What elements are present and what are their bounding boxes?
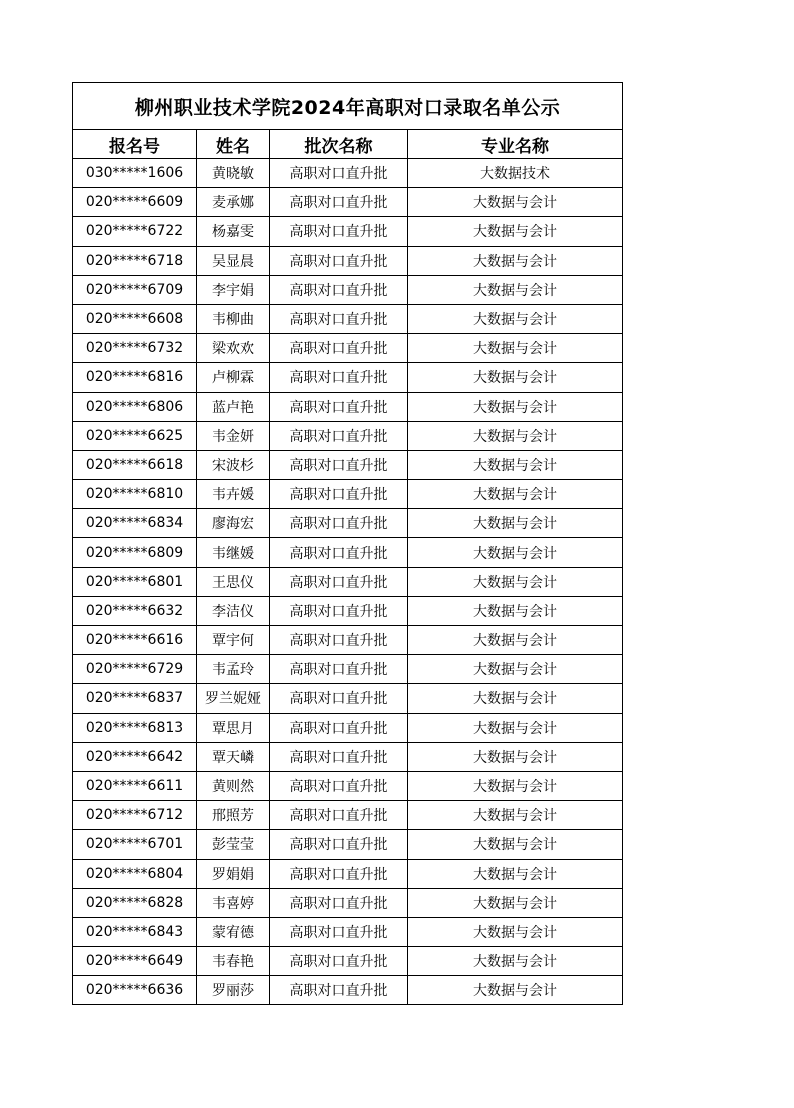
- batch-name-cell: 高职对口直升批: [270, 304, 408, 333]
- student-name-cell: 李洁仪: [197, 596, 270, 625]
- student-name-cell: 罗兰妮娅: [197, 684, 270, 713]
- table-row: [73, 947, 623, 976]
- batch-name-cell: 高职对口直升批: [270, 363, 408, 392]
- table-row: [73, 246, 623, 275]
- major-name-cell: 大数据与会计: [408, 655, 623, 684]
- header-row: [73, 130, 623, 159]
- batch-name-cell: 高职对口直升批: [270, 655, 408, 684]
- major-name-cell: 大数据与会计: [408, 771, 623, 800]
- student-name-cell: 廖海宏: [197, 509, 270, 538]
- major-name-cell: 大数据与会计: [408, 742, 623, 771]
- major-name-cell: 大数据与会计: [408, 859, 623, 888]
- student-name-cell: 覃天嶙: [197, 742, 270, 771]
- major-name-cell: 大数据与会计: [408, 217, 623, 246]
- student-name-cell: 黄晓敏: [197, 159, 270, 188]
- registration-number-cell: 020*****6636: [73, 976, 197, 1005]
- title-row: [73, 83, 623, 130]
- major-name-cell: 大数据与会计: [408, 830, 623, 859]
- student-name-cell: 罗丽莎: [197, 976, 270, 1005]
- batch-name-cell: 高职对口直升批: [270, 159, 408, 188]
- student-name-cell: 麦承娜: [197, 188, 270, 217]
- student-name-cell: 韦喜婷: [197, 888, 270, 917]
- table-row: [73, 771, 623, 800]
- major-name-cell: 大数据与会计: [408, 450, 623, 479]
- batch-name-cell: 高职对口直升批: [270, 917, 408, 946]
- table-row: [73, 567, 623, 596]
- table-row: [73, 217, 623, 246]
- registration-number-cell: 020*****6834: [73, 509, 197, 538]
- student-name-cell: 杨嘉雯: [197, 217, 270, 246]
- major-name-cell: 大数据与会计: [408, 246, 623, 275]
- major-name-cell: 大数据与会计: [408, 392, 623, 421]
- table-row: [73, 363, 623, 392]
- batch-name-cell: 高职对口直升批: [270, 801, 408, 830]
- table-row: [73, 742, 623, 771]
- batch-name-cell: 高职对口直升批: [270, 684, 408, 713]
- registration-number-cell: 020*****6701: [73, 830, 197, 859]
- student-name-cell: 王思仪: [197, 567, 270, 596]
- admission-table: [72, 82, 623, 1005]
- table-row: [73, 596, 623, 625]
- batch-name-cell: 高职对口直升批: [270, 888, 408, 917]
- registration-number-cell: 020*****6625: [73, 421, 197, 450]
- registration-number-cell: 020*****6616: [73, 626, 197, 655]
- registration-number-cell: 020*****6809: [73, 538, 197, 567]
- registration-number-cell: 020*****6712: [73, 801, 197, 830]
- major-name-cell: 大数据与会计: [408, 626, 623, 655]
- registration-number-cell: 020*****6813: [73, 713, 197, 742]
- major-name-cell: 大数据与会计: [408, 363, 623, 392]
- column-header-batch-name: 批次名称: [270, 130, 408, 159]
- batch-name-cell: 高职对口直升批: [270, 830, 408, 859]
- major-name-cell: 大数据与会计: [408, 304, 623, 333]
- registration-number-cell: 020*****6611: [73, 771, 197, 800]
- batch-name-cell: 高职对口直升批: [270, 771, 408, 800]
- student-name-cell: 韦柳曲: [197, 304, 270, 333]
- student-name-cell: 韦继媛: [197, 538, 270, 567]
- major-name-cell: 大数据与会计: [408, 684, 623, 713]
- table-row: [73, 801, 623, 830]
- registration-number-cell: 020*****6649: [73, 947, 197, 976]
- registration-number-cell: 020*****6718: [73, 246, 197, 275]
- table-row: [73, 917, 623, 946]
- student-name-cell: 黄则然: [197, 771, 270, 800]
- table-row: [73, 830, 623, 859]
- table-row: [73, 713, 623, 742]
- major-name-cell: 大数据与会计: [408, 538, 623, 567]
- column-header-registration-number: 报名号: [73, 130, 197, 159]
- major-name-cell: 大数据与会计: [408, 275, 623, 304]
- table-row: [73, 334, 623, 363]
- registration-number-cell: 030*****1606: [73, 159, 197, 188]
- table-row: [73, 188, 623, 217]
- registration-number-cell: 020*****6806: [73, 392, 197, 421]
- column-header-major-name: 专业名称: [408, 130, 623, 159]
- major-name-cell: 大数据与会计: [408, 888, 623, 917]
- table-row: [73, 450, 623, 479]
- batch-name-cell: 高职对口直升批: [270, 596, 408, 625]
- table-row: [73, 392, 623, 421]
- table-row: [73, 976, 623, 1005]
- student-name-cell: 覃宇何: [197, 626, 270, 655]
- table-row: [73, 626, 623, 655]
- batch-name-cell: 高职对口直升批: [270, 538, 408, 567]
- table-body: [73, 159, 623, 1005]
- major-name-cell: 大数据与会计: [408, 188, 623, 217]
- batch-name-cell: 高职对口直升批: [270, 392, 408, 421]
- student-name-cell: 李宇娟: [197, 275, 270, 304]
- registration-number-cell: 020*****6837: [73, 684, 197, 713]
- registration-number-cell: 020*****6729: [73, 655, 197, 684]
- major-name-cell: 大数据与会计: [408, 917, 623, 946]
- table-row: [73, 684, 623, 713]
- batch-name-cell: 高职对口直升批: [270, 947, 408, 976]
- batch-name-cell: 高职对口直升批: [270, 976, 408, 1005]
- student-name-cell: 吴显晨: [197, 246, 270, 275]
- registration-number-cell: 020*****6642: [73, 742, 197, 771]
- registration-number-cell: 020*****6828: [73, 888, 197, 917]
- major-name-cell: 大数据与会计: [408, 801, 623, 830]
- major-name-cell: 大数据与会计: [408, 421, 623, 450]
- table-row: [73, 509, 623, 538]
- registration-number-cell: 020*****6816: [73, 363, 197, 392]
- student-name-cell: 邢照芳: [197, 801, 270, 830]
- registration-number-cell: 020*****6608: [73, 304, 197, 333]
- batch-name-cell: 高职对口直升批: [270, 742, 408, 771]
- batch-name-cell: 高职对口直升批: [270, 275, 408, 304]
- registration-number-cell: 020*****6609: [73, 188, 197, 217]
- registration-number-cell: 020*****6722: [73, 217, 197, 246]
- registration-number-cell: 020*****6732: [73, 334, 197, 363]
- table-row: [73, 888, 623, 917]
- major-name-cell: 大数据与会计: [408, 334, 623, 363]
- registration-number-cell: 020*****6810: [73, 480, 197, 509]
- batch-name-cell: 高职对口直升批: [270, 567, 408, 596]
- batch-name-cell: 高职对口直升批: [270, 859, 408, 888]
- student-name-cell: 梁欢欢: [197, 334, 270, 363]
- major-name-cell: 大数据与会计: [408, 713, 623, 742]
- registration-number-cell: 020*****6632: [73, 596, 197, 625]
- student-name-cell: 韦春艳: [197, 947, 270, 976]
- student-name-cell: 宋波杉: [197, 450, 270, 479]
- batch-name-cell: 高职对口直升批: [270, 626, 408, 655]
- student-name-cell: 罗娟娟: [197, 859, 270, 888]
- student-name-cell: 蒙宥德: [197, 917, 270, 946]
- batch-name-cell: 高职对口直升批: [270, 334, 408, 363]
- table-row: [73, 655, 623, 684]
- registration-number-cell: 020*****6618: [73, 450, 197, 479]
- student-name-cell: 蓝卢艳: [197, 392, 270, 421]
- batch-name-cell: 高职对口直升批: [270, 421, 408, 450]
- major-name-cell: 大数据与会计: [408, 567, 623, 596]
- column-header-name: 姓名: [197, 130, 270, 159]
- student-name-cell: 彭莹莹: [197, 830, 270, 859]
- admission-list-sheet: [72, 82, 622, 1005]
- table-row: [73, 421, 623, 450]
- major-name-cell: 大数据与会计: [408, 480, 623, 509]
- table-row: [73, 480, 623, 509]
- major-name-cell: 大数据与会计: [408, 976, 623, 1005]
- major-name-cell: 大数据技术: [408, 159, 623, 188]
- batch-name-cell: 高职对口直升批: [270, 509, 408, 538]
- student-name-cell: 覃思月: [197, 713, 270, 742]
- student-name-cell: 韦孟玲: [197, 655, 270, 684]
- registration-number-cell: 020*****6709: [73, 275, 197, 304]
- major-name-cell: 大数据与会计: [408, 947, 623, 976]
- batch-name-cell: 高职对口直升批: [270, 246, 408, 275]
- registration-number-cell: 020*****6804: [73, 859, 197, 888]
- batch-name-cell: 高职对口直升批: [270, 480, 408, 509]
- registration-number-cell: 020*****6843: [73, 917, 197, 946]
- batch-name-cell: 高职对口直升批: [270, 713, 408, 742]
- batch-name-cell: 高职对口直升批: [270, 188, 408, 217]
- major-name-cell: 大数据与会计: [408, 596, 623, 625]
- student-name-cell: 韦金妍: [197, 421, 270, 450]
- batch-name-cell: 高职对口直升批: [270, 450, 408, 479]
- table-row: [73, 159, 623, 188]
- registration-number-cell: 020*****6801: [73, 567, 197, 596]
- table-row: [73, 538, 623, 567]
- table-row: [73, 859, 623, 888]
- document-title: 柳州职业技术学院2024年高职对口录取名单公示: [73, 83, 623, 130]
- student-name-cell: 韦卉媛: [197, 480, 270, 509]
- table-row: [73, 275, 623, 304]
- table-row: [73, 304, 623, 333]
- batch-name-cell: 高职对口直升批: [270, 217, 408, 246]
- major-name-cell: 大数据与会计: [408, 509, 623, 538]
- student-name-cell: 卢柳霖: [197, 363, 270, 392]
